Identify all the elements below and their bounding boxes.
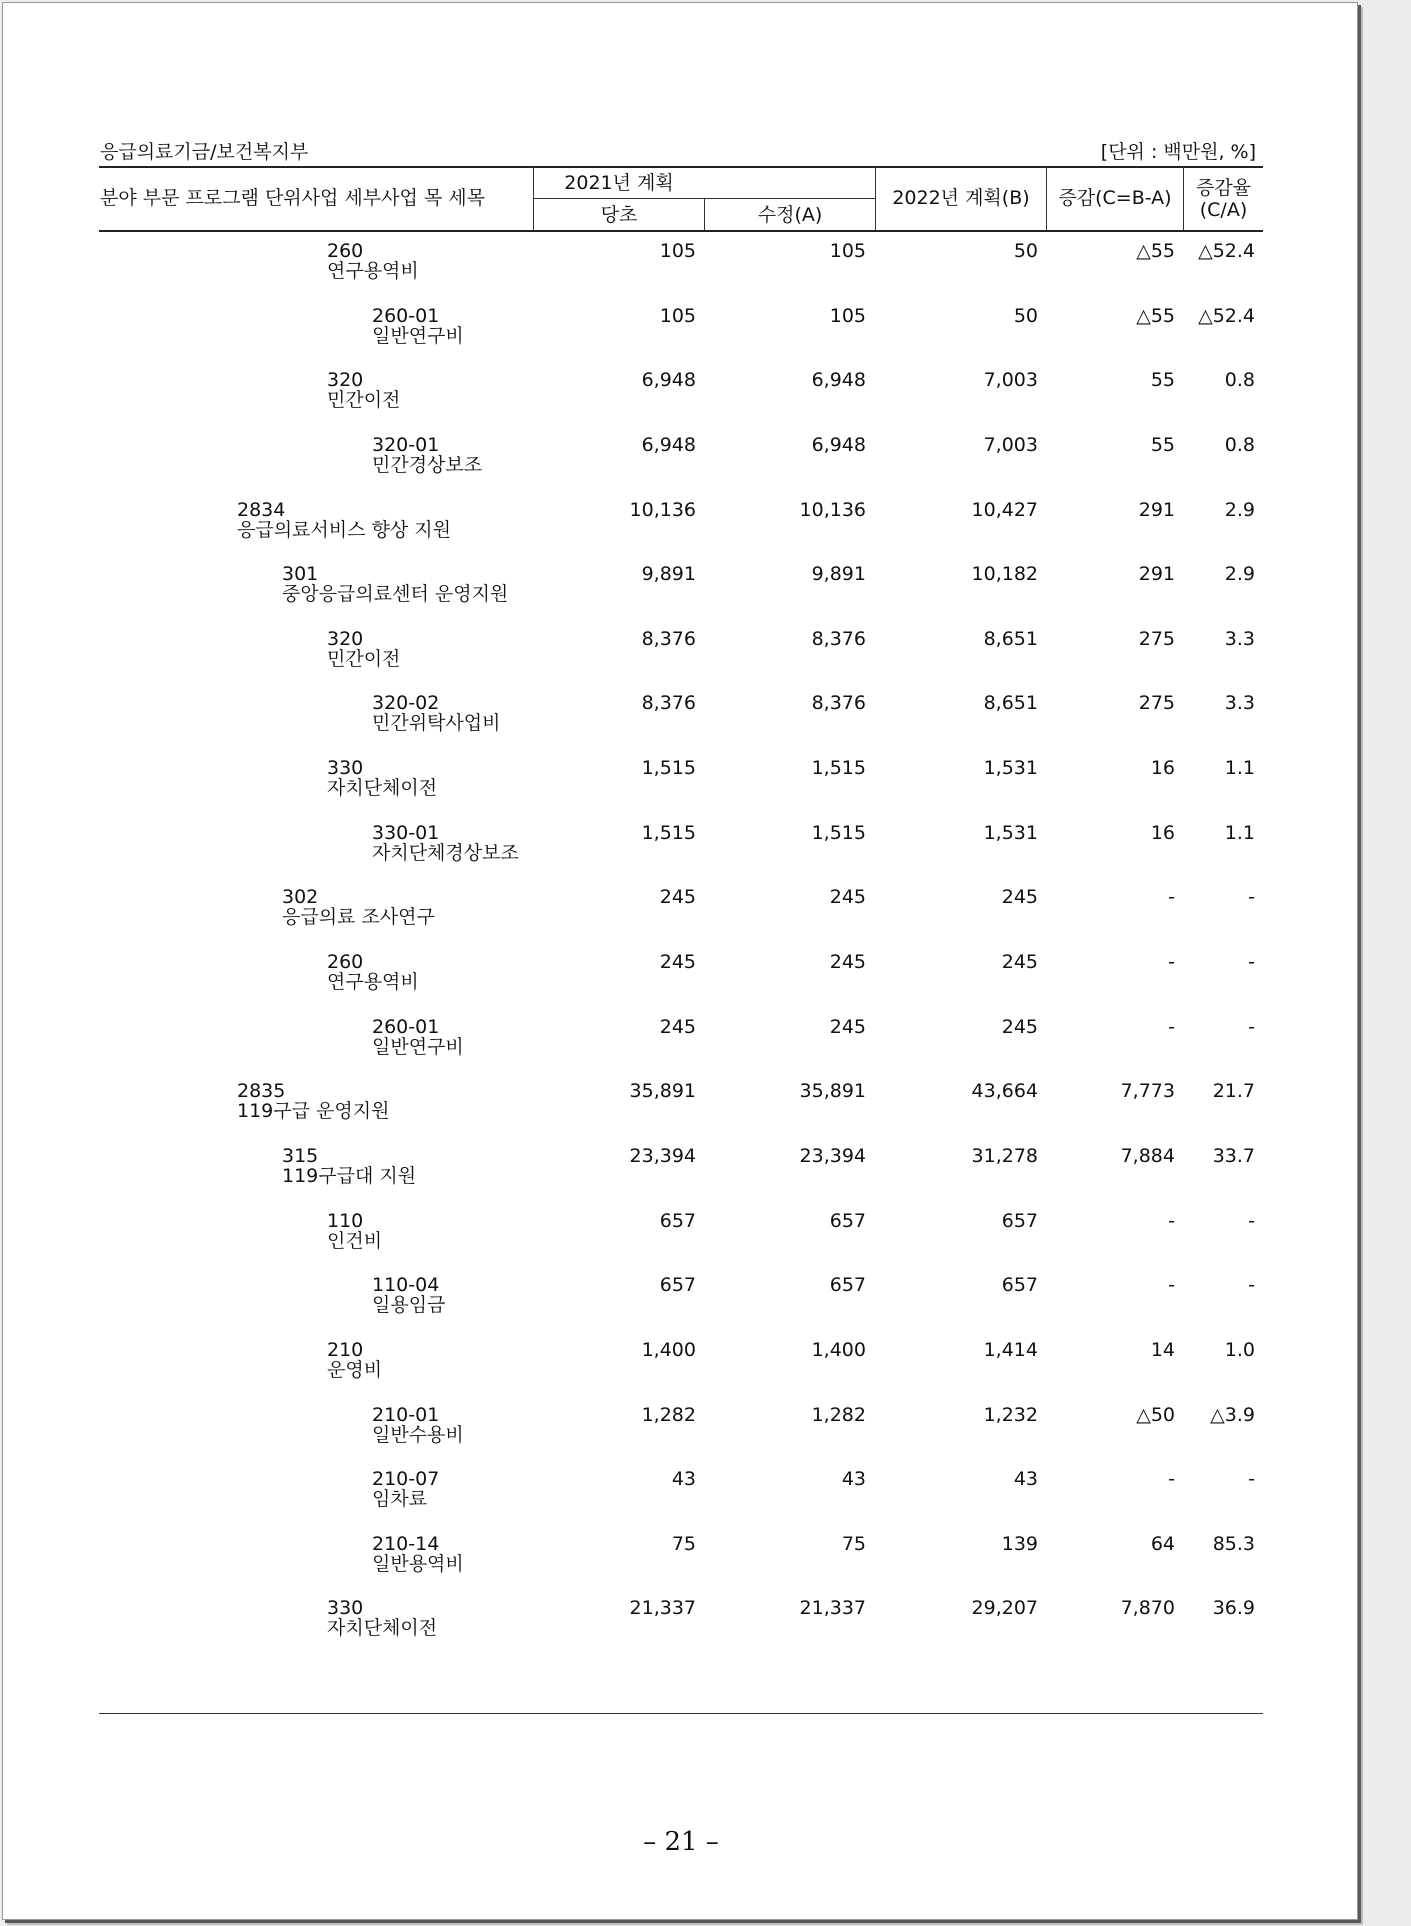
item-code: 330 xyxy=(327,1597,364,1620)
revised-amount: 75 xyxy=(841,1532,866,1555)
header-top-rule xyxy=(99,166,1263,168)
change-rate: △52.4 xyxy=(1198,240,1255,262)
plan-2022-amount: 139 xyxy=(1001,1532,1038,1555)
table-row xyxy=(3,1469,1359,1534)
revised-amount: 9,891 xyxy=(811,563,866,586)
initial-amount: 1,515 xyxy=(641,821,696,844)
item-code: 210 xyxy=(327,1338,364,1361)
initial-amount: 245 xyxy=(659,951,696,974)
revised-amount: 657 xyxy=(829,1274,866,1297)
item-name: 중앙응급의료센터 운영지원 xyxy=(282,583,509,606)
item-code: 110-04 xyxy=(372,1274,440,1297)
change-amount: 64 xyxy=(1150,1532,1175,1555)
plan-2022-amount: 8,651 xyxy=(983,627,1038,650)
change-amount: △50 xyxy=(1136,1403,1175,1426)
item-name: 연구용역비 xyxy=(327,971,419,994)
revised-amount: 105 xyxy=(829,304,866,327)
change-amount: - xyxy=(1168,1274,1175,1297)
initial-amount: 23,394 xyxy=(629,1144,696,1167)
plan-2022-amount: 245 xyxy=(1001,951,1038,974)
item-name: 일반연구비 xyxy=(372,324,464,347)
item-code: 110 xyxy=(327,1209,364,1232)
plan-2022-amount: 43 xyxy=(1013,1468,1038,1491)
plan-2022-amount: 50 xyxy=(1013,240,1038,262)
table-row xyxy=(3,1081,1359,1146)
table-row xyxy=(3,823,1359,888)
plan-2022-amount: 7,003 xyxy=(983,433,1038,456)
initial-amount: 105 xyxy=(659,240,696,262)
revised-amount: 23,394 xyxy=(799,1144,866,1167)
item-name: 민간이전 xyxy=(327,389,401,412)
item-name: 일용임금 xyxy=(372,1294,446,1317)
change-rate: △3.9 xyxy=(1210,1403,1255,1426)
table-row xyxy=(3,629,1359,694)
change-amount: - xyxy=(1168,1468,1175,1491)
plan-2022-amount: 8,651 xyxy=(983,692,1038,715)
change-amount: 55 xyxy=(1150,433,1175,456)
column-header-rate-formula: (C/A) xyxy=(1199,199,1248,221)
revised-amount: 8,376 xyxy=(811,627,866,650)
table-row xyxy=(3,1534,1359,1599)
change-amount: △55 xyxy=(1136,240,1175,262)
change-amount: 275 xyxy=(1138,692,1175,715)
initial-amount: 1,400 xyxy=(641,1338,696,1361)
initial-amount: 21,337 xyxy=(629,1597,696,1620)
item-name: 일반수용비 xyxy=(372,1423,464,1446)
revised-amount: 105 xyxy=(829,240,866,262)
table-row xyxy=(3,500,1359,565)
change-rate: - xyxy=(1248,951,1255,974)
plan-2022-amount: 43,664 xyxy=(971,1080,1038,1103)
item-name: 119구급대 지원 xyxy=(282,1164,417,1187)
change-amount: 7,773 xyxy=(1120,1080,1175,1103)
initial-amount: 8,376 xyxy=(641,692,696,715)
table-bottom-rule xyxy=(99,1713,1263,1714)
change-rate: 1.0 xyxy=(1224,1338,1255,1361)
change-amount: - xyxy=(1168,951,1175,974)
item-code: 210-01 xyxy=(372,1403,440,1426)
item-code: 330-01 xyxy=(372,821,440,844)
change-amount: - xyxy=(1168,1015,1175,1038)
column-header-initial: 당초 xyxy=(600,204,638,226)
change-amount: 275 xyxy=(1138,627,1175,650)
item-name: 운영비 xyxy=(327,1358,383,1381)
change-rate: - xyxy=(1248,886,1255,909)
item-name: 연구용역비 xyxy=(327,260,419,282)
document-page xyxy=(2,2,1358,1920)
item-name: 119구급 운영지원 xyxy=(237,1100,390,1123)
item-code: 2835 xyxy=(237,1080,286,1103)
plan-2022-amount: 10,182 xyxy=(971,563,1038,586)
revised-amount: 35,891 xyxy=(799,1080,866,1103)
change-amount: - xyxy=(1168,1209,1175,1232)
revised-amount: 43 xyxy=(841,1468,866,1491)
initial-amount: 10,136 xyxy=(629,498,696,521)
item-code: 260-01 xyxy=(372,1015,440,1038)
unit-label: [단위 : 백만원, %] xyxy=(1100,141,1256,163)
change-rate: 2.9 xyxy=(1224,563,1255,586)
item-name: 응급의료서비스 향상 지원 xyxy=(237,518,451,541)
item-code: 260 xyxy=(327,240,364,262)
change-rate: 33.7 xyxy=(1212,1144,1255,1167)
change-rate: 36.9 xyxy=(1212,1597,1255,1620)
table-row xyxy=(3,435,1359,500)
table-row xyxy=(3,306,1359,371)
item-name: 인건비 xyxy=(327,1229,383,1252)
item-code: 320 xyxy=(327,627,364,650)
change-amount: 291 xyxy=(1138,563,1175,586)
plan-2022-amount: 1,531 xyxy=(983,757,1038,780)
item-code: 301 xyxy=(282,563,319,586)
item-code: 260-01 xyxy=(372,304,440,327)
item-name: 민간이전 xyxy=(327,647,401,670)
table-row xyxy=(3,758,1359,823)
plan-2022-amount: 245 xyxy=(1001,886,1038,909)
change-amount: 14 xyxy=(1150,1338,1175,1361)
table-row xyxy=(3,241,1359,306)
plan-2022-amount: 657 xyxy=(1001,1209,1038,1232)
item-code: 302 xyxy=(282,886,319,909)
item-code: 315 xyxy=(282,1144,319,1167)
plan-2022-amount: 7,003 xyxy=(983,369,1038,392)
item-name: 일반용역비 xyxy=(372,1552,464,1575)
change-amount: - xyxy=(1168,886,1175,909)
change-amount: 16 xyxy=(1150,821,1175,844)
change-rate: 2.9 xyxy=(1224,498,1255,521)
item-code: 260 xyxy=(327,951,364,974)
table-row xyxy=(3,1340,1359,1405)
initial-amount: 9,891 xyxy=(641,563,696,586)
item-code: 320-02 xyxy=(372,692,440,715)
table-row xyxy=(3,887,1359,952)
revised-amount: 245 xyxy=(829,951,866,974)
plan-2022-amount: 50 xyxy=(1013,304,1038,327)
column-header-change: 증감(C=B-A) xyxy=(1058,187,1172,209)
plan-2022-amount: 1,232 xyxy=(983,1403,1038,1426)
initial-amount: 105 xyxy=(659,304,696,327)
plan-2022-amount: 10,427 xyxy=(971,498,1038,521)
plan-2022-amount: 29,207 xyxy=(971,1597,1038,1620)
item-code: 210-07 xyxy=(372,1468,440,1491)
item-name: 민간경상보조 xyxy=(372,453,483,476)
change-amount: 55 xyxy=(1150,369,1175,392)
change-rate: - xyxy=(1248,1015,1255,1038)
initial-amount: 6,948 xyxy=(641,369,696,392)
change-rate: 1.1 xyxy=(1224,757,1255,780)
change-rate: - xyxy=(1248,1209,1255,1232)
revised-amount: 245 xyxy=(829,1015,866,1038)
plan-2022-amount: 1,414 xyxy=(983,1338,1038,1361)
table-row xyxy=(3,1017,1359,1082)
revised-amount: 657 xyxy=(829,1209,866,1232)
table-row xyxy=(3,1211,1359,1276)
item-code: 320-01 xyxy=(372,433,440,456)
change-rate: 3.3 xyxy=(1224,627,1255,650)
plan-2022-amount: 31,278 xyxy=(971,1144,1038,1167)
revised-amount: 245 xyxy=(829,886,866,909)
change-rate: △52.4 xyxy=(1198,304,1255,327)
item-code: 330 xyxy=(327,757,364,780)
revised-amount: 1,515 xyxy=(811,821,866,844)
initial-amount: 75 xyxy=(671,1532,696,1555)
column-header-rate: 증감율 xyxy=(1195,177,1252,199)
change-rate: - xyxy=(1248,1468,1255,1491)
initial-amount: 245 xyxy=(659,1015,696,1038)
revised-amount: 21,337 xyxy=(799,1597,866,1620)
initial-amount: 1,515 xyxy=(641,757,696,780)
change-rate: 0.8 xyxy=(1224,433,1255,456)
initial-amount: 35,891 xyxy=(629,1080,696,1103)
table-row xyxy=(3,1146,1359,1211)
column-header-name: 분야 부문 프로그램 단위사업 세부사업 목 세목 xyxy=(100,187,485,209)
column-header-2021-plan: 2021년 계획 xyxy=(564,172,674,194)
item-name: 응급의료 조사연구 xyxy=(282,906,435,929)
change-rate: 3.3 xyxy=(1224,692,1255,715)
revised-amount: 1,515 xyxy=(811,757,866,780)
item-name: 자치단체경상보조 xyxy=(372,841,519,864)
item-name: 민간위탁사업비 xyxy=(372,712,501,735)
table-row xyxy=(3,952,1359,1017)
item-code: 320 xyxy=(327,369,364,392)
revised-amount: 8,376 xyxy=(811,692,866,715)
table-row xyxy=(3,1275,1359,1340)
item-code: 2834 xyxy=(237,498,286,521)
initial-amount: 245 xyxy=(659,886,696,909)
plan-2022-amount: 1,531 xyxy=(983,821,1038,844)
change-rate: - xyxy=(1248,1274,1255,1297)
budget-table-body xyxy=(3,241,1359,1663)
plan-2022-amount: 657 xyxy=(1001,1274,1038,1297)
column-header-revised: 수정(A) xyxy=(757,204,823,226)
change-amount: 291 xyxy=(1138,498,1175,521)
revised-amount: 10,136 xyxy=(799,498,866,521)
initial-amount: 43 xyxy=(671,1468,696,1491)
revised-amount: 6,948 xyxy=(811,433,866,456)
table-row xyxy=(3,693,1359,758)
change-rate: 85.3 xyxy=(1212,1532,1255,1555)
change-rate: 1.1 xyxy=(1224,821,1255,844)
change-amount: 16 xyxy=(1150,757,1175,780)
change-amount: △55 xyxy=(1136,304,1175,327)
item-code: 210-14 xyxy=(372,1532,440,1555)
table-row xyxy=(3,1598,1359,1663)
column-header-2022-plan: 2022년 계획(B) xyxy=(892,187,1030,209)
change-amount: 7,870 xyxy=(1120,1597,1175,1620)
item-name: 일반연구비 xyxy=(372,1035,464,1058)
fund-ministry-label: 응급의료기금/보건복지부 xyxy=(100,141,309,163)
table-row xyxy=(3,370,1359,435)
item-name: 자치단체이전 xyxy=(327,777,438,800)
revised-amount: 6,948 xyxy=(811,369,866,392)
revised-amount: 1,400 xyxy=(811,1338,866,1361)
table-row xyxy=(3,564,1359,629)
initial-amount: 657 xyxy=(659,1209,696,1232)
item-name: 임차료 xyxy=(372,1488,428,1511)
revised-amount: 1,282 xyxy=(811,1403,866,1426)
table-row xyxy=(3,1405,1359,1470)
change-amount: 7,884 xyxy=(1120,1144,1175,1167)
item-name: 자치단체이전 xyxy=(327,1617,438,1640)
page-number: – 21 – xyxy=(643,1827,719,1857)
change-rate: 0.8 xyxy=(1224,369,1255,392)
change-rate: 21.7 xyxy=(1212,1080,1255,1103)
initial-amount: 657 xyxy=(659,1274,696,1297)
initial-amount: 6,948 xyxy=(641,433,696,456)
header-bottom-rule xyxy=(99,230,1263,232)
plan-2022-amount: 245 xyxy=(1001,1015,1038,1038)
initial-amount: 1,282 xyxy=(641,1403,696,1426)
initial-amount: 8,376 xyxy=(641,627,696,650)
